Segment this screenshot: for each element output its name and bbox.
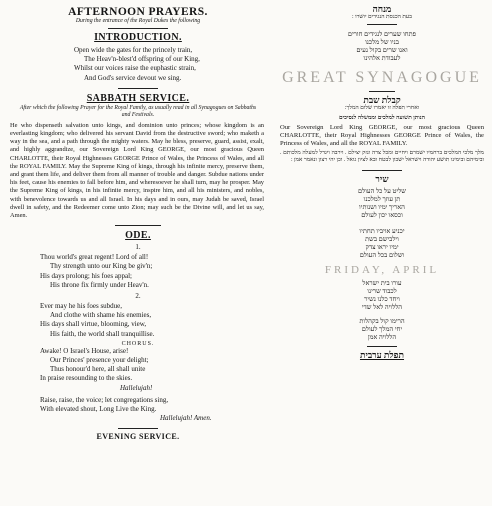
verse-line: בניו של מלכנו [365,39,399,46]
verse-line: His days shall virtue, blooming, view, [40,320,147,329]
mincha-title: מנחה [372,4,392,14]
divider [369,91,395,92]
hebrew-stanza-1 [276,188,488,220]
verse-line: Our Princes' presence your delight; [50,356,149,365]
hebrew-chorus [276,280,488,312]
verse-line: האריך ימיו ושנותיו [359,204,405,211]
verse-line: לכבוד שרינו [367,288,397,295]
verse-line: לעבודת אלהינו [363,55,401,62]
verse-line: ימיו יראו צדק [365,244,399,251]
verse-line: Whilst our voices raise the euphastic strain, [74,64,196,73]
verse-line: His days prolong; his foes appal; [40,271,132,280]
verse-line: Thus honour'd here, all shall unite [50,365,146,374]
divider [118,88,158,89]
verse-line: Thou world's great regent! Lord of all! [40,253,149,262]
verse-line: עורו בית ישראל [362,280,402,287]
arvit-title: תפלת ערבית [359,350,405,360]
verse-line: הללויה אמן [367,334,397,341]
hebrew-prayer-opening: הנותן תשועה למלכים וממשלה לנסיכים [339,115,425,121]
ode-stanza-2 [4,302,272,339]
hebrew-intro-subtitle: בעת הכנסת הנגידים יושרו : [352,14,412,20]
hebrew-prayer-subtitle: ואחרי תפלה זו יאמרו שלום המלך: [344,105,420,111]
verse-line: וילבישם בשת [365,236,399,243]
evening-service-title: EVENING SERVICE. [96,431,180,441]
divider [118,428,158,429]
introduction-verse [4,46,272,83]
verse-line: His faith, the world shall tranquillise. [50,329,155,338]
afternoon-prayers-subtitle: During the entrance of the Royal Dukes the following [75,18,201,24]
stanza-number: 1. [135,243,141,252]
hebrew-stanza-2 [276,228,488,260]
faded-bleed-through-title: GREAT SYNAGOGUE [282,69,482,86]
verse-line: Ever may he his foes subdue, [40,302,123,311]
divider [367,346,397,347]
divider [108,28,168,29]
verse-line: His throne fix firmly under Heav'n. [50,280,149,289]
verse-line: The Heav'n-blest'd offspring of our King, [84,55,200,64]
verse-line: ויחד כלנו נשיר [364,296,400,303]
sabbath-service-subtitle: After which the following Prayer for the Royal Family, as usually read in all Synagogues on Sabbaths and Festivals. [19,104,257,118]
hebrew-column [276,0,488,506]
shir-title: שיר [375,174,389,184]
verse-line: וכסאו יכון לעולם [361,212,403,219]
kabbalat-shabbat-title: קבלת שבת [363,95,401,105]
hebrew-closing [276,318,488,342]
ode-title: ODE. [125,230,151,242]
verse-line: ואנו שרים בקול נעים [356,47,408,54]
english-royal-names: Our Sovereign Lord King GEORGE, our most gracious Queen CHARLOTTE, their Royal Highnesses GEORGE Prince of Wales, the Princess of Wales, and all the ROYAL FAMILY. [280,124,484,147]
hallelujah-amen: Hallelujah! Amen. [160,414,212,423]
chorus-verse [4,347,272,393]
introduction-title: INTRODUCTION. [94,32,182,43]
ode-stanza-1 [4,253,272,290]
verse-line: Raise, raise, the voice; let congregations sing, [40,395,169,404]
verse-line: And clothe with shame his enemies, [50,311,152,320]
hallelujah: Hallelujah! [120,383,153,392]
royal-family-prayer: He who dispenseth salvation unto kings, and dominion unto princes; whose kingdom is an everlasting kingdom; who delivered his servant David from the destructive sword; who maketh a way in the sea, and a path through the mighty waters. May he bless, preserve, guard, assist, exalt, and highly aggrandize, our Sovereign Lord King GEORGE, our most gracious Queen CHARLOTTE, their Royal Highnesses GEORGE Prince of Wales, the Princess of Wales, and all the ROYAL FAMILY. May the Supreme King of kings, through his infinite mercy, preserve them, and grant them life, and deliver them from all manner of trouble and danger. Subdue nations under his feet, cause his enemies to fall before him, and wheresoever he shall turn, may he prosper. May the Supreme King of kings, in his infinite mercy, inspire him, and all his ministers, and nobles, with benevolence towards us and all Israel. In his days and in ours, may Judah be saved, Israel dwell in safety, and the Redeemer come unto Zion; may such be the Divine will, and let us say, Amen. [10,121,264,220]
hebrew-prayer-body: מלך מלכי המלכים ברחמיו ישמרם ויחיים ומכל צרה ונזק יצילם . וירבה ויגדל למעלה מלכותם . ובימיהם ובימינו תושע יהודה וישראל ישכון לבטח ובא לציון גואל . וכן יהי רצון ונאמר אמן : [280,150,484,163]
verse-line: שליט על כל העולם [358,188,406,195]
english-column [4,0,272,506]
verse-line: הרימו קול בקהלות [359,318,405,325]
faded-bleed-through-date: FRIDAY, APRIL [324,264,440,276]
afternoon-prayers-title: AFTERNOON PRAYERS. [68,6,208,18]
verse-line: In praise resounding to the skies. [40,374,133,383]
stanza-number: 2. [135,292,141,301]
verse-line: יחי המלך לעולם [361,326,403,333]
divider [367,24,397,25]
verse-line: פתחו שערים לנגידים חורים [347,31,417,38]
divider [362,170,402,171]
verse-line: יכניע אויביו תחתיו [359,228,405,235]
verse-line: Open wide the gates for the princely train, [74,46,193,54]
verse-line: With elevated shout, Long Live the King. [40,405,157,414]
closing-verse [4,396,272,424]
verse-line: Thy strength unto our King be giv'n; [50,262,153,271]
sabbath-service-title: SABBATH SERVICE. [86,92,190,104]
verse-line: And God's service devout we sing. [84,73,182,82]
verse-line: תן עוזך למלכנו [363,196,401,203]
verse-line: ושלום בכל העולם [359,252,405,259]
verse-line: הללויה לאל שדי [361,304,403,311]
chorus-label: CHORUS. [121,340,155,347]
divider [115,225,161,226]
verse-line: Awake! O Israel's House, arise! [40,346,129,355]
hebrew-intro-verse [276,31,488,63]
